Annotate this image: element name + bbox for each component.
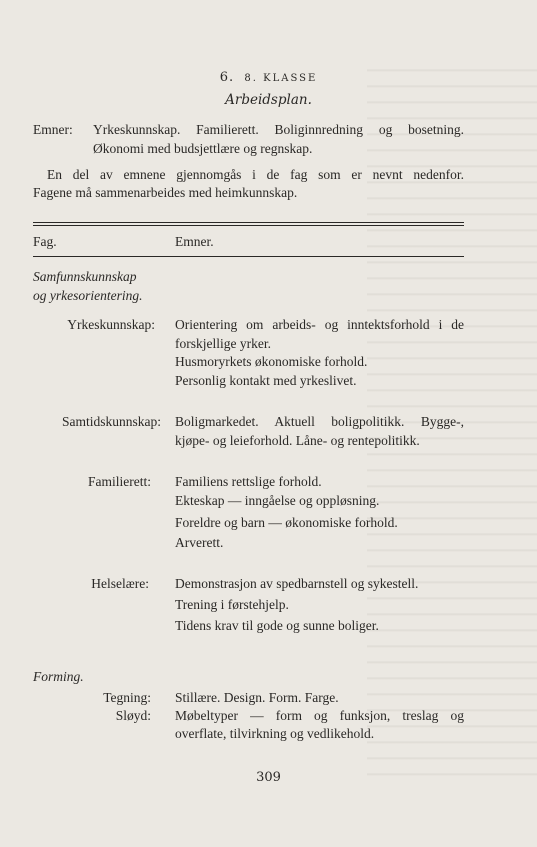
emner-label: Emner: [33, 122, 73, 137]
emner-line-1: Yrkeskunnskap. Familierett. Boliginnredning og bosetning. [93, 122, 464, 137]
subject-yrkeskunnskap: Yrkeskunnskap: [67, 317, 155, 332]
chapter-number: 6. [219, 70, 235, 85]
helselaere-line-2: Trening i førstehjelp. [175, 597, 289, 612]
category-samfunnskunnskap-line-2: og yrkesorientering. [33, 288, 143, 303]
category-samfunnskunnskap-line-1: Samfunnskunnskap [33, 269, 137, 284]
emner-line-2: Økonomi med budsjettlære og regnskap. [93, 141, 313, 156]
subject-tegning: Tegning: [103, 690, 151, 705]
yrkeskunnskap-line-3: Husmoryrkets økonomiske forhold. [175, 354, 368, 369]
subject-familierett: Familierett: [88, 474, 151, 489]
samtidskunnskap-line-1: Boligmarkedet. Aktuell boligpolitikk. Bygge-, [175, 414, 464, 429]
intro-line-2: Fagene må sammenarbeides med heimkunnskap. [33, 185, 298, 200]
sloyd-line-1: Møbeltyper — form og funksjon, treslag og [175, 708, 464, 723]
familierett-line-3: Foreldre og barn — økonomiske forhold. [175, 515, 398, 530]
subject-samtidskunnskap: Samtidskunnskap: [61, 414, 161, 429]
intro-line-1: En del av emnene gjennomgås i de fag som er nevnt nedenfor. [47, 167, 464, 182]
helselaere-line-3: Tidens krav til gode og sunne boliger. [175, 618, 379, 633]
subject-helselaere: Helselære: [91, 576, 149, 591]
sloyd-line-2: overflate, tilvirkning og vedlikehold. [175, 726, 375, 741]
category-forming: Forming. [33, 669, 84, 684]
table-top-rule [33, 222, 464, 223]
column-header-emner: Emner. [175, 234, 214, 249]
chapter-header [0, 70, 537, 85]
section-subtitle: Arbeidsplan. [225, 92, 312, 108]
class-label: 8. KLASSE [244, 73, 318, 84]
familierett-line-4: Arverett. [175, 535, 224, 550]
subject-sloyd: Sløyd: [115, 708, 151, 723]
yrkeskunnskap-line-1: Orientering om arbeids- og inntektsforhold i de [175, 317, 464, 332]
yrkeskunnskap-line-2: forskjellige yrker. [175, 336, 271, 351]
column-header-fag: Fag. [33, 234, 57, 249]
table-header-rule [33, 256, 464, 257]
helselaere-line-1: Demonstrasjon av spedbarnstell og sykestell. [175, 576, 419, 591]
familierett-line-2: Ekteskap — inngåelse og oppløsning. [175, 493, 380, 508]
tegning-line-1: Stillære. Design. Form. Farge. [175, 690, 339, 705]
familierett-line-1: Familiens rettslige forhold. [175, 474, 322, 489]
page-number: 309 [256, 770, 281, 785]
yrkeskunnskap-line-4: Personlig kontakt med yrkeslivet. [175, 373, 357, 388]
table-top-rule-2 [33, 225, 464, 226]
samtidskunnskap-line-2: kjøpe- og leieforhold. Låne- og rentepolitikk. [175, 433, 420, 448]
